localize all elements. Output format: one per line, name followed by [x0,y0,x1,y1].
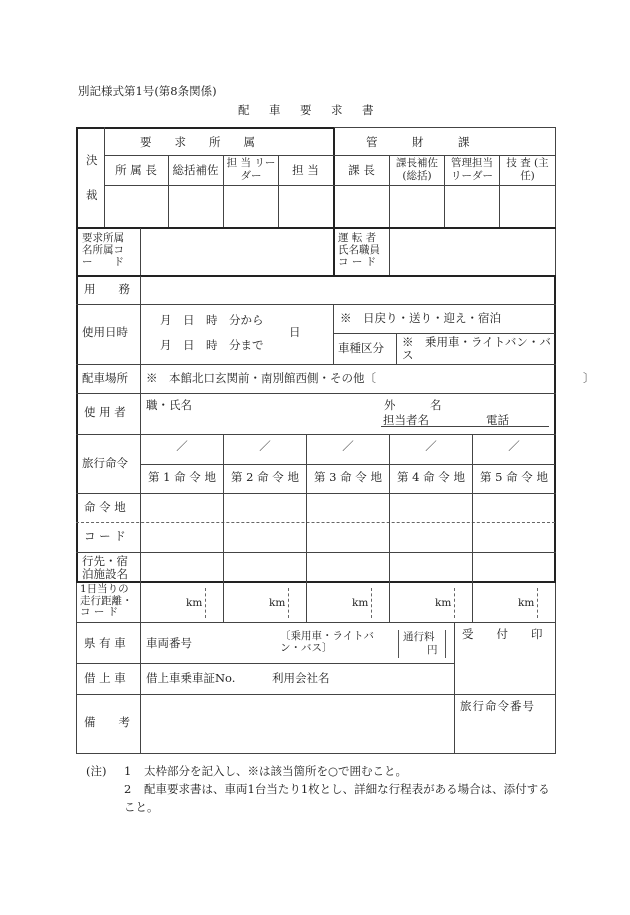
daily-distance-label: 1日当りの 走行距離・ コ ー ド [80,583,133,619]
rental-vehicle-label: 借 上 車 [84,671,126,685]
approval-label-bottom: 裁 [86,188,98,202]
purpose-label: 用 務 [84,282,130,296]
toll-fare-label: 通行料 [403,631,435,643]
datetime-to[interactable]: 月 日 時 分まで [160,338,264,352]
travel-order-label: 旅行命令 [82,456,128,470]
pref-vehicle-label: 県 有 車 [84,636,126,650]
seal-general-assistant[interactable] [169,186,222,226]
note-2-number: 2 [124,782,132,796]
person-in-charge[interactable]: 担当者名 [383,413,429,427]
date-slash-4[interactable]: ／ [425,439,437,453]
code-label: コ ー ド [84,529,126,543]
lodging-label: 行先・宿 泊施設名 [82,554,128,582]
page-title: 配 車 要 求 書 [238,103,378,117]
day-count[interactable]: 日 [289,325,301,339]
destination-2-header: 第 2 命 令 地 [231,470,299,484]
user-position-name[interactable]: 職・氏名 [146,398,192,412]
note-2-continued: こと。 [124,800,159,814]
seal-in-charge[interactable] [279,186,332,226]
col-leader: 担 当 リーダー [226,157,276,182]
km-5[interactable]: km [518,597,535,609]
notes-prefix: (注) [86,764,107,778]
vehicle-class-label: 車種区分 [338,341,384,355]
vehicle-number[interactable]: 車両番号 [146,636,192,650]
reception-stamp-label: 受 付 印 [462,627,543,641]
remarks-label: 備 考 [84,715,130,729]
col-general-assistant: 総括補佐 [172,163,219,177]
driver-code-label: 運 転 者 氏名職員 コ ー ド [338,232,380,269]
finance-dept-header: 管 財 課 [366,135,470,149]
destination-5-header: 第 5 命 令 地 [480,470,548,484]
dept-code-label: 要求所属 名所属コ ー ド [82,232,124,269]
date-slash-5[interactable]: ／ [508,439,520,453]
order-place-label: 命 令 地 [84,500,126,514]
seal-admin-leader[interactable] [445,186,498,226]
remarks-field[interactable] [142,696,452,752]
col-deputy-chief: 課長補佐 (総括) [396,157,438,182]
dispatch-place-options[interactable]: ※ 本館北口玄関前・南別館西側・その他〔 〕 [146,371,595,385]
seal-deputy-chief[interactable] [390,186,443,226]
destination-4-header: 第 4 命 令 地 [397,470,465,484]
note-2: 配車要求書は、車両1台当たり1枚とし、詳細な行程表がある場合は、添付する [144,782,550,796]
user-label: 使 用 者 [84,405,126,419]
date-slash-1[interactable]: ／ [176,439,188,453]
rental-certificate-no[interactable]: 借上車乗車証No. [146,671,236,685]
vehicle-type-options[interactable]: 〔乗用車・ライトバ ン・バス〕 [280,630,374,655]
user-others[interactable]: 外 名 [384,398,442,412]
purpose-field[interactable] [142,277,552,303]
date-slash-3[interactable]: ／ [342,439,354,453]
destination-1-header: 第 1 命 令 地 [148,470,216,484]
col-section-chief: 課 長 [348,163,375,177]
col-in-charge: 担 当 [292,163,319,177]
date-slash-2[interactable]: ／ [259,439,271,453]
km-3[interactable]: km [352,597,369,609]
seal-section-chief[interactable] [336,186,388,226]
km-4[interactable]: km [435,597,452,609]
col-dept-head: 所 属 長 [115,163,157,177]
seal-dept-head[interactable] [105,186,167,226]
km-2[interactable]: km [269,597,286,609]
form-reference: 別記様式第1号(第8条関係) [78,84,217,98]
travel-order-number-label: 旅行命令番号 [460,699,535,713]
vehicle-class-options[interactable]: ※ 乗用車・ライトバン・バス [402,335,551,363]
destination-3-header: 第 3 命 令 地 [314,470,382,484]
note-1: 太枠部分を記入し、※は該当箇所を○で囲むこと。 [144,764,408,778]
requesting-dept-header: 要 求 所 属 [140,135,255,149]
toll-fare-box[interactable] [398,630,446,658]
seal-leader[interactable] [224,186,277,226]
rental-company[interactable]: 利用会社名 [272,671,330,685]
dispatch-place-label: 配車場所 [82,371,128,385]
toll-fare-unit: 円 [427,644,438,656]
seal-inspector[interactable] [500,186,554,226]
km-1[interactable]: km [186,597,203,609]
phone[interactable]: 電話 [486,413,509,427]
dept-code-field[interactable] [142,229,332,274]
datetime-from[interactable]: 月 日 時 分から [160,313,264,327]
driver-code-field[interactable] [391,229,553,274]
col-inspector: 技 査 (主任) [506,157,549,182]
col-admin-leader: 管理担当 リーダー [451,157,493,182]
approval-label-top: 決 [86,153,98,167]
trip-type-options[interactable]: ※ 日戻り・送り・迎え・宿泊 [340,311,501,325]
note-1-number: 1 [124,764,132,778]
usage-datetime-label: 使用日時 [82,325,128,339]
